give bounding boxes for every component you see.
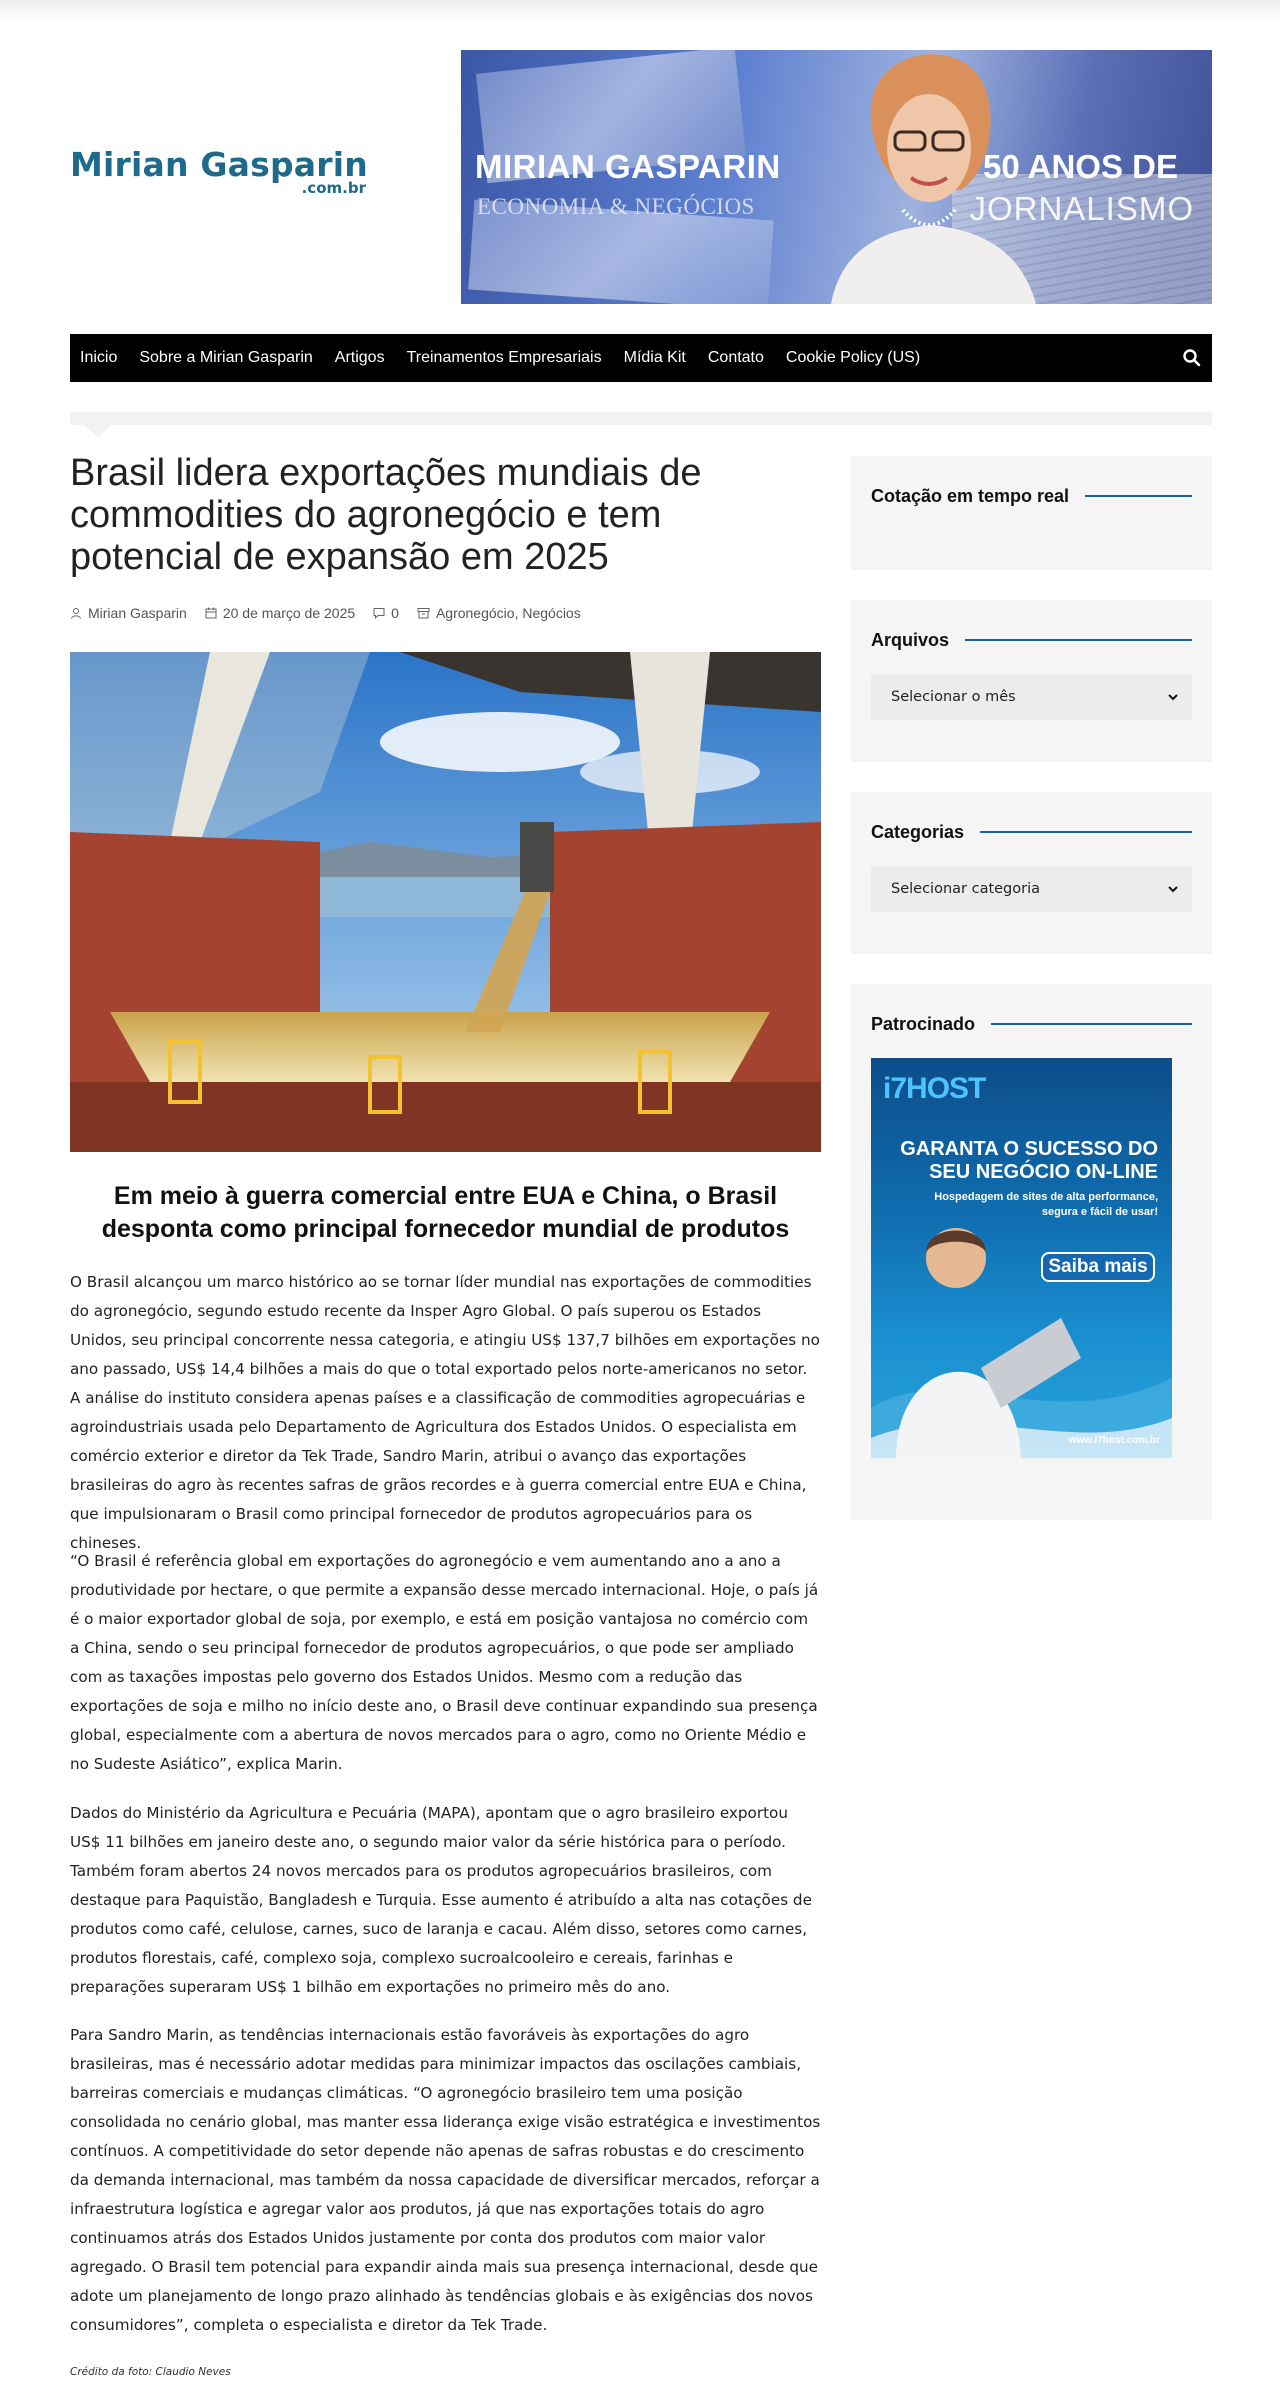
- chevron-down-icon: [1168, 885, 1178, 893]
- nav-item-artigos[interactable]: Artigos: [334, 349, 385, 366]
- calendar-icon: [205, 607, 217, 619]
- top-shadow: [0, 0, 1280, 22]
- widget-title-text: Patrocinado: [871, 1013, 976, 1034]
- widget-title: [871, 484, 1192, 508]
- widget-title: [871, 820, 1192, 844]
- banner-anniversary: 50 ANOS DE: [982, 148, 1178, 185]
- nav-item-inicio[interactable]: Inicio: [80, 349, 118, 366]
- article-title: Brasil lidera exportações mundiais de commodities do agronegócio e tem potencial de expansão em 2025: [70, 452, 702, 578]
- article-paragraph: Para Sandro Marin, as tendências internacionais estão favoráveis às exportações do agro brasileiras, mas é necessário adotar medidas para minimizar impactos das oscilações cambiais, barreiras comerciais e mudanças climáticas. “O agronegócio brasileiro tem uma posição consolidada no cenário global, mas manter essa liderança exige visão estratégica e investimentos contínuos. A competitividade do setor depende não apenas de safras robustas e do crescimento da demanda internacional, mas também da nossa capacidade de diversificar mercados, reforçar a infraestrutura logística e agregar valor aos produtos, já que nas exportações totais do agro continuamos atrás dos Estados Unidos justamente por conta dos produtos com maior valor agregado. O Brasil tem potencial para expandir ainda mais sua presença internacional, desde que adote um planejamento de longo prazo alinhado às tendências globais e às exigências dos novos consumidores”, completa o especialista e diretor da Tek Trade.: [70, 2026, 821, 2334]
- banner-subtitle: ECONOMIA & NEGÓCIOS: [477, 194, 755, 219]
- ad-brand-suffix: HOST: [906, 1072, 986, 1105]
- widget-title: [871, 1012, 1192, 1036]
- ad-illustration: [871, 1208, 1172, 1458]
- banner-title: MIRIAN GASPARIN: [475, 148, 781, 185]
- folder-icon: [417, 607, 430, 619]
- title-underline: [980, 831, 1192, 833]
- widget-archives: [851, 600, 1212, 762]
- featured-image: [70, 652, 821, 1152]
- nav-item-sobre[interactable]: Sobre a Mirian Gasparin: [139, 349, 313, 366]
- nav-item-treinamentos[interactable]: Treinamentos Empresariais: [406, 349, 602, 366]
- divider-notch: [84, 425, 112, 437]
- widget-categories: [851, 792, 1212, 954]
- ad-brand: [883, 1072, 985, 1106]
- comment-icon: [373, 607, 385, 619]
- user-icon: [70, 607, 82, 619]
- archives-select-value: Selecionar o mês: [891, 689, 1016, 705]
- widget-title: [871, 628, 1192, 652]
- meta-date-text: 20 de março de 2025: [222, 605, 356, 621]
- nav-item-contato[interactable]: Contato: [707, 349, 764, 366]
- ad-cta-button[interactable]: Saiba mais: [1041, 1252, 1155, 1282]
- article-paragraph: “O Brasil é referência global em exportações do agronegócio e vem aumentando ano a ano a produtividade por hectare, o que permite a expansão desse mercado internacional. Hoje, o país já é o maior exportador global de soja, por exemplo, e está em posição vantajosa no comércio com a China, sendo o seu principal fornecedor de produtos agropecuários, o que pode ser ampliado com as taxações impostas pelo governo dos Estados Unidos. Mesmo com a redução das exportações de soja e milho no início deste ano, o Brasil deve continuar expandindo sua presença global, especialmente com a abertura de novos mercados para o agro, como no Oriente Médio e no Sudeste Asiático”, explica Marin.: [70, 1552, 819, 1773]
- title-underline: [965, 639, 1192, 641]
- chevron-down-icon: [1168, 693, 1178, 701]
- article-paragraph: O Brasil alcançou um marco histórico ao se tornar líder mundial nas exportações de commodities do agronegócio, segundo estudo recente da Insper Agro Global. O país superou os Estados Unidos, seu principal concorrente nessa categoria, e atingiu US$ 137,7 bilhões em exportações no ano passado, US$ 14,4 bilhões a mais do que o total exportado pelos norte-americanos no setor. A análise do instituto considera apenas países e a classificação de commodities agropecuárias e agroindustriais usada pelo Departamento de Agricultura dos Estados Unidos. O especialista em comércio exterior e diretor da Tek Trade, Sandro Marin, atribui o avanço das exportações brasileiras do agro às recentes safras de grãos recordes e à guerra comercial entre EUA e China, que impulsionaram o Brasil como principal fornecedor de produtos agropecuários para os chineses.: [70, 1273, 820, 1552]
- article-paragraph: Dados do Ministério da Agricultura e Pecuária (MAPA), apontam que o agro brasileiro exportou US$ 11 bilhões em janeiro deste ano, o segundo maior valor da série histórica para o período. Também foram abertos 24 novos mercados para os produtos agropecuários brasileiros, com destaque para Paquistão, Bangladesh e Turquia. Esse aumento é atribuído a alta nas cotações de produtos como café, celulose, carnes, suco de laranja e cacau. Além disso, setores como carnes, produtos florestais, café, complexo soja, complexo sucroalcooleiro e cereais, farinhas e preparações superaram US$ 1 bilhão em exportações no primeiro mês do ano.: [70, 1804, 812, 1996]
- header-banner[interactable]: [461, 50, 1212, 304]
- widget-title-text: Categorias: [871, 821, 965, 842]
- widget-title-text: Arquivos: [871, 629, 950, 650]
- banner-journalism: JORNALISMO: [969, 190, 1194, 227]
- meta-categories[interactable]: [417, 605, 581, 621]
- breadcrumb-divider: [70, 412, 1212, 425]
- main-nav: [70, 334, 1212, 382]
- photo-credit: Crédito da foto: Claudio Neves: [70, 2366, 231, 2378]
- archives-select[interactable]: [871, 674, 1192, 720]
- site-logo[interactable]: [70, 145, 368, 197]
- nav-item-cookie-policy[interactable]: Cookie Policy (US): [785, 349, 921, 366]
- widget-title-text: Cotação em tempo real: [871, 485, 1070, 506]
- article-meta: [70, 605, 599, 621]
- categories-select-value: Selecionar categoria: [891, 881, 1041, 897]
- logo-domain: .com.br: [301, 179, 366, 197]
- meta-date[interactable]: [205, 605, 355, 621]
- categories-select[interactable]: [871, 866, 1192, 912]
- meta-author-name: Mirian Gasparin: [88, 605, 187, 621]
- ad-subline: Hospedagem de sites de alta performance, segura e fácil de usar!: [934, 1191, 1158, 1218]
- title-underline: [1085, 495, 1192, 497]
- ad-headline: GARANTA O SUCESSO DO SEU NEGÓCIO ON-LINE: [900, 1138, 1158, 1183]
- title-underline: [991, 1023, 1192, 1025]
- widget-sponsored: [851, 984, 1212, 1520]
- widget-quote: [851, 456, 1212, 570]
- meta-author[interactable]: [70, 605, 187, 621]
- meta-comments-count: 0: [391, 605, 399, 621]
- meta-categories-text: Agronegócio, Negócios: [435, 605, 581, 621]
- ad-brand-prefix: i7: [883, 1072, 907, 1105]
- ad-url: www.i7host.com.br: [1068, 1435, 1160, 1446]
- nav-item-midia-kit[interactable]: Mídia Kit: [623, 349, 686, 366]
- article-subtitle: Em meio à guerra comercial entre EUA e China, o Brasil desponta como principal fornecedor mundial de produtos: [101, 1182, 790, 1243]
- meta-comments[interactable]: [373, 605, 399, 621]
- search-icon[interactable]: [1182, 348, 1202, 368]
- logo-name: Mirian Gasparin: [70, 145, 368, 184]
- sponsor-ad[interactable]: [871, 1058, 1172, 1458]
